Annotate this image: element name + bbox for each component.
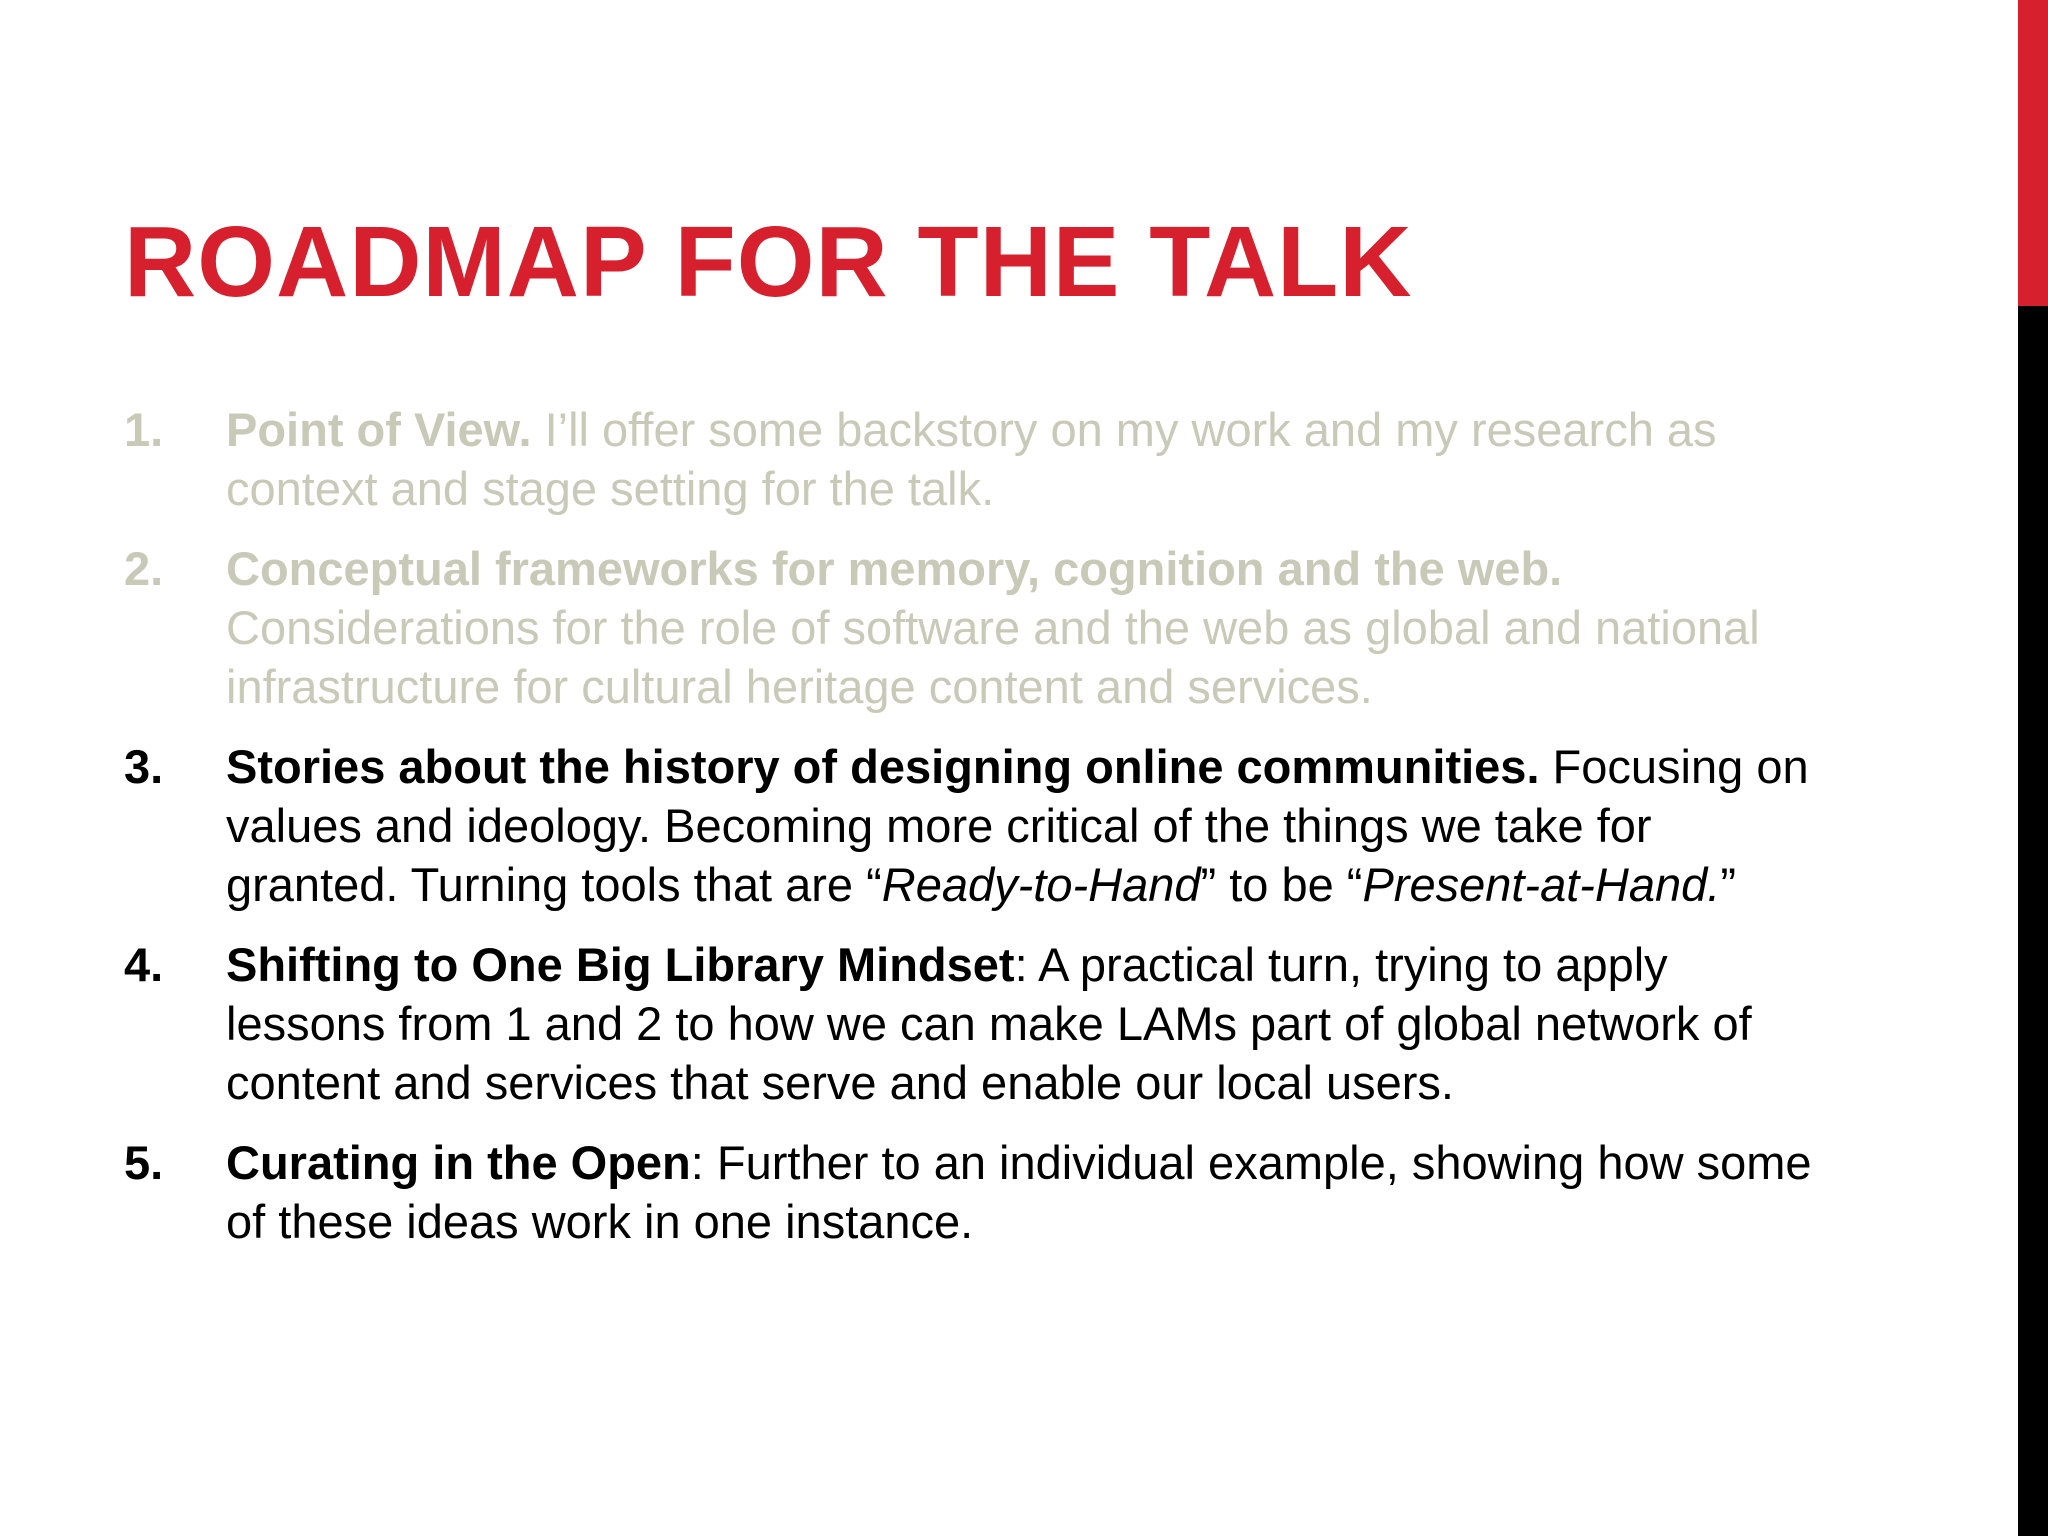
item-italic-term: Ready-to-Hand [881, 858, 1201, 911]
roadmap-item-2 [124, 539, 1824, 716]
item-number: 2. [124, 542, 164, 595]
item-description: : A practical turn, trying to apply lessons from 1 and 2 to how we can make LAMs part of global network of content and services that serve and enable our local users. [226, 938, 1752, 1109]
roadmap-item-4 [124, 935, 1824, 1112]
item-italic-term: Present-at-Hand. [1362, 858, 1721, 911]
item-description-cont: ” to be “ [1200, 858, 1363, 911]
item-heading: Point of View. [226, 403, 532, 456]
item-heading: Shifting to One Big Library Mindset [226, 938, 1015, 991]
accent-bar-red [2018, 0, 2048, 306]
item-heading: Stories about the history of designing online communities. [226, 740, 1540, 793]
item-number: 4. [124, 938, 164, 991]
roadmap-item-5 [124, 1133, 1824, 1251]
item-description-end: ” [1720, 858, 1737, 911]
slide-title: ROADMAP FOR THE TALK [124, 206, 1413, 318]
item-description: Focusing on values and ideology. Becoming more critical of the things we take for granted. Turning tools that are “ [226, 740, 1809, 911]
accent-bar-black [2018, 306, 2048, 1536]
item-number: 1. [124, 403, 164, 456]
item-heading: Curating in the Open [226, 1136, 691, 1189]
roadmap-item-1 [124, 400, 1824, 518]
item-description: : Further to an individual example, showing how some of these ideas work in one instance. [226, 1136, 1812, 1248]
item-description: I’ll offer some backstory on my work and my research as context and stage setting for the talk. [226, 403, 1717, 515]
roadmap-list [124, 400, 1824, 1272]
item-description: Considerations for the role of software and the web as global and national infrastructure for cultural heritage content and services. [226, 601, 1760, 713]
item-number: 3. [124, 740, 164, 793]
roadmap-item-3 [124, 737, 1824, 914]
item-heading: Conceptual frameworks for memory, cognition and the web. [226, 542, 1563, 595]
item-number: 5. [124, 1136, 164, 1189]
